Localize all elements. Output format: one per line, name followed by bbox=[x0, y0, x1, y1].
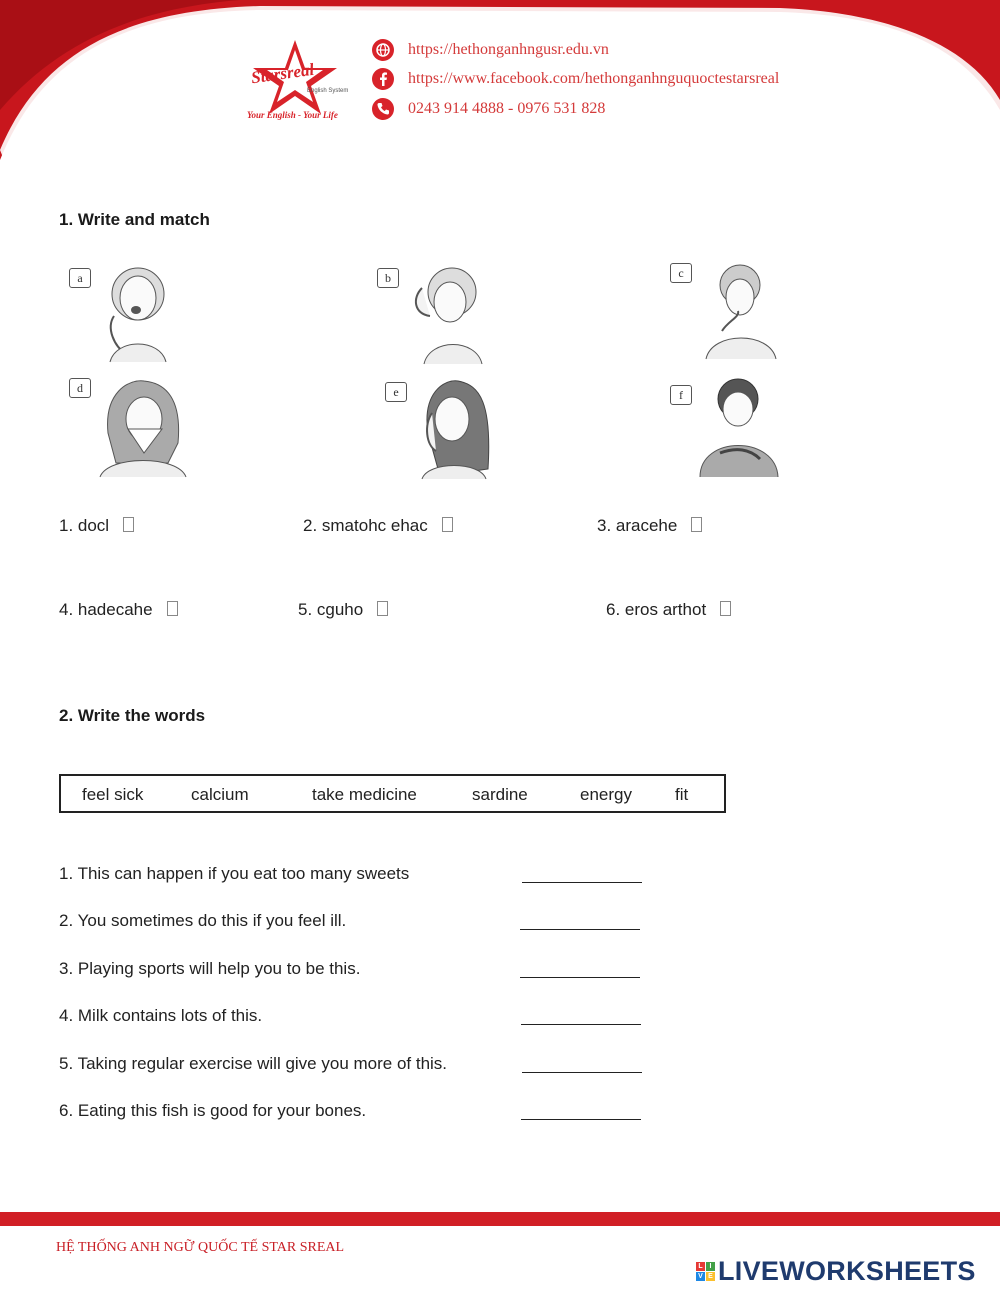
cube-letter: E bbox=[706, 1272, 715, 1281]
phone-icon bbox=[372, 98, 394, 120]
liveworksheets-cubes-icon bbox=[696, 1262, 715, 1281]
question-4: 4. Milk contains lots of this. bbox=[59, 1006, 263, 1025]
match-item-text: 6. eros arthot bbox=[606, 600, 707, 619]
cube-letter: V bbox=[696, 1272, 705, 1281]
picture-label: e bbox=[385, 382, 407, 402]
word-bank-item: energy bbox=[580, 785, 632, 804]
word-bank-item: take medicine bbox=[312, 785, 417, 804]
word-bank-item: sardine bbox=[472, 785, 528, 804]
section1-title: 1. Write and match bbox=[59, 210, 210, 229]
contact-phone bbox=[372, 96, 605, 122]
phone-number: 0243 914 4888 - 0976 531 828 bbox=[408, 100, 606, 117]
illustration-girl-cold bbox=[78, 373, 198, 481]
match-item-text: 4. hadecahe bbox=[59, 600, 153, 619]
website-link[interactable]: https://hethonganhngusr.edu.vn bbox=[408, 41, 609, 58]
cube-letter: I bbox=[706, 1262, 715, 1271]
answer-blank[interactable] bbox=[520, 929, 640, 930]
match-item-text: 3. aracehe bbox=[597, 516, 678, 535]
match-item-text: 2. smatohc ehac bbox=[303, 516, 428, 535]
picture-label: c bbox=[670, 263, 692, 283]
logo-subtext: English System bbox=[307, 88, 349, 94]
picture-label: b bbox=[377, 268, 399, 288]
logo-slogan: Your English - Your Life bbox=[247, 110, 338, 120]
facebook-link[interactable]: https://www.facebook.com/hethonganhnguquoctestarsreal bbox=[408, 70, 780, 87]
question-1: 1. This can happen if you eat too many sweets bbox=[59, 864, 410, 883]
match-item-text: 5. cguho bbox=[298, 600, 364, 619]
footer-org-text: HỆ THỐNG ANH NGỮ QUỐC TẾ STAR SREAL bbox=[56, 1240, 345, 1255]
answer-box[interactable] bbox=[167, 601, 178, 616]
illustration-boy-stomachache bbox=[680, 373, 800, 481]
question-2: 2. You sometimes do this if you feel ill. bbox=[59, 911, 347, 930]
answer-blank[interactable] bbox=[522, 1072, 642, 1073]
answer-blank[interactable] bbox=[521, 1024, 641, 1025]
answer-blank[interactable] bbox=[521, 1119, 641, 1120]
cube-letter: L bbox=[696, 1262, 705, 1271]
match-item-1 bbox=[59, 516, 134, 536]
illustration-boy-sore-throat bbox=[680, 255, 800, 363]
liveworksheets-text: LIVEWORKSHEETS bbox=[718, 1256, 976, 1286]
picture-label: a bbox=[69, 268, 91, 288]
match-item-3 bbox=[597, 516, 702, 536]
word-bank-item: fit bbox=[675, 785, 689, 804]
match-item-4 bbox=[59, 600, 178, 620]
picture-label: d bbox=[69, 378, 91, 398]
logo-text: Starsreal bbox=[249, 59, 316, 88]
liveworksheets-logo[interactable] bbox=[696, 1256, 976, 1287]
section2-title: 2. Write the words bbox=[59, 706, 206, 725]
answer-box[interactable] bbox=[123, 517, 134, 532]
word-bank-item: feel sick bbox=[82, 785, 144, 804]
contact-website bbox=[372, 37, 609, 63]
question-3: 3. Playing sports will help you to be this. bbox=[59, 959, 361, 978]
answer-box[interactable] bbox=[691, 517, 702, 532]
answer-box[interactable] bbox=[377, 601, 388, 616]
illustration-boy-earache bbox=[382, 258, 502, 366]
match-item-2 bbox=[303, 516, 453, 536]
match-item-6 bbox=[606, 600, 731, 620]
picture-label: f bbox=[670, 385, 692, 405]
facebook-icon bbox=[372, 68, 394, 90]
match-item-text: 1. docl bbox=[59, 516, 110, 535]
starsreal-logo bbox=[243, 38, 358, 128]
question-6: 6. Eating this fish is good for your bones. bbox=[59, 1101, 367, 1120]
contact-facebook bbox=[372, 66, 779, 92]
question-5: 5. Taking regular exercise will give you more of this. bbox=[59, 1054, 448, 1073]
answer-blank[interactable] bbox=[522, 882, 642, 883]
answer-blank[interactable] bbox=[520, 977, 640, 978]
word-bank-item: calcium bbox=[191, 785, 249, 804]
globe-icon bbox=[372, 39, 394, 61]
answer-box[interactable] bbox=[442, 517, 453, 532]
answer-box[interactable] bbox=[720, 601, 731, 616]
footer-bar bbox=[0, 1212, 1000, 1226]
match-item-5 bbox=[298, 600, 388, 620]
